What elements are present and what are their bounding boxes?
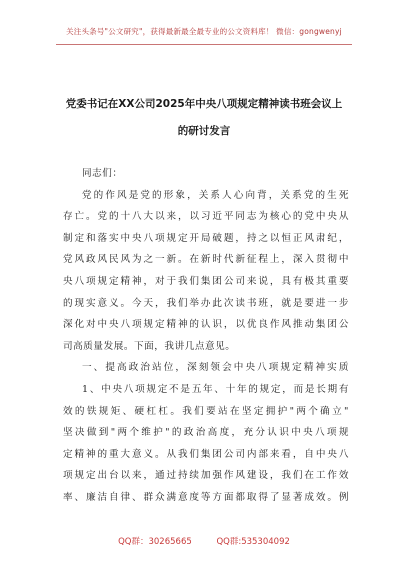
body-line: 坚决做到"两个维护"的政治高度，充分认识中央八项规 <box>63 427 349 439</box>
footer-qq-group-2: QQ群:535304092 <box>216 537 290 547</box>
body-line: 的现实意义。今天，我们举办此次读书班，就是要进一步 <box>63 297 349 309</box>
body-line: 存亡。党的十八大以来，以习近平同志为核心的党中央从 <box>63 211 349 223</box>
header-divider <box>56 44 352 45</box>
document-body <box>63 163 349 509</box>
body-line: 深化对中央八项规定精神的认识，以优良作风推动集团公 <box>63 319 349 331</box>
body-line: 效的铁规矩、硬杠杠。我们要站在坚定拥护"两个确立" <box>63 405 349 417</box>
body-line: 率、廉洁自律、群众满意度等方面都取得了显著成效。例 <box>63 491 349 503</box>
body-line: 司高质量发展。下面，我讲几点意见。 <box>63 340 236 352</box>
document-title-line-2: 的研讨发言 <box>177 125 231 137</box>
body-line: 同志们： <box>82 168 123 179</box>
footer-contact <box>0 535 408 547</box>
body-line: 项规定出台以来，通过持续加强作风建设，我们在工作效 <box>63 470 349 482</box>
body-line: 央八项规定精神，对于我们集团公司来说，具有极其重要 <box>63 275 349 287</box>
body-line: 1、中央八项规定不是五年、十年的规定，而是长期有 <box>82 383 349 395</box>
header-notice: 关注头条号"公文研究"，获得最新最全最专业的公文资料库！ 微信：gongwenyj <box>66 27 342 36</box>
section-heading: 一、提高政治站位，深刻领会中央八项规定精神实质 <box>82 362 349 374</box>
body-line: 党风政风民风为之一新。在新时代新征程上，深入贯彻中 <box>63 254 349 266</box>
document-title-line-1: 党委书记在XX公司2025年中央八项规定精神读书班会议上 <box>65 98 343 110</box>
footer-qq-group-1: QQ群：30265665 <box>118 537 192 547</box>
body-line: 定精神的重大意义。从我们集团公司内部来看，自中央八 <box>63 448 349 460</box>
body-line: 党的作风是党的形象，关系人心向背，关系党的生死 <box>82 189 349 201</box>
body-line: 制定和落实中央八项规定开局破题，持之以恒正风肃纪， <box>63 232 349 244</box>
